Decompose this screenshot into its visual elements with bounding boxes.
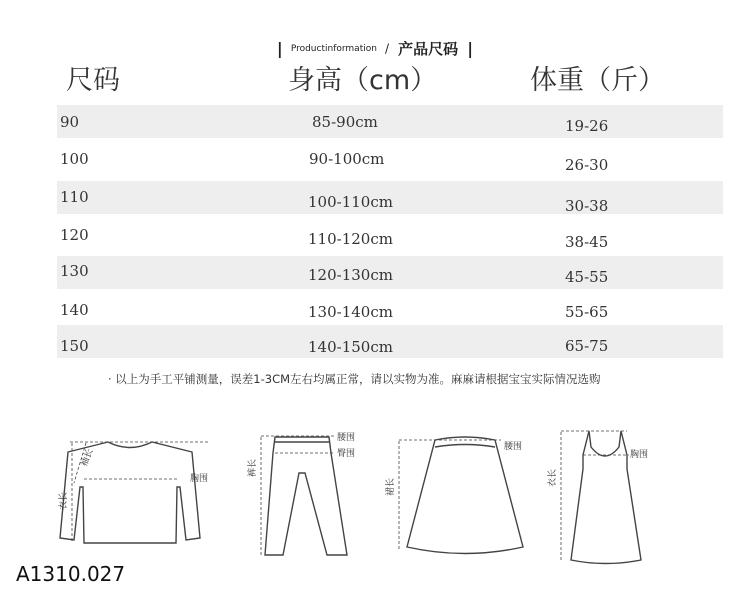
cell-size: 130 [60,262,89,280]
measurement-note: · 以上为手工平铺测量，误差1-3CM左右均属正常，请以实物为准。麻麻请根据宝宝实际情况选购 [108,372,601,386]
pants-hip-label: 臀围 [337,449,356,459]
skirt-diagram [383,432,533,557]
table-row [57,219,723,252]
cell-size: 140 [60,301,89,319]
top-diagram [50,425,230,550]
cell-weight: 45-55 [565,268,609,286]
table-row [57,143,723,176]
skirt-length-label: 裙长 [386,477,396,496]
cell-weight: 26-30 [565,156,609,174]
column-header-height: 身高（cm） [288,65,438,96]
cell-weight: 65-75 [565,337,609,355]
header-slash: / [385,41,390,56]
shirt-outline-icon [60,442,200,543]
table-row [57,293,723,326]
top-sleeve-label: 袖长 [79,447,96,469]
pants-diagram [243,425,363,560]
cell-weight: 38-45 [565,233,609,251]
top-length-label: 衣长 [59,491,69,510]
cell-size: 110 [60,188,89,206]
cell-height: 100-110cm [308,193,393,211]
dress-chest-label: 胸围 [630,450,649,460]
dress-length-label: 衣长 [548,468,558,487]
header-bar-right: | [467,39,474,58]
header-english: Productinformation [290,43,377,54]
header-bar-left: | [276,39,283,58]
table-row [57,256,723,289]
cell-height: 140-150cm [308,338,393,356]
header-chinese: 产品尺码 [398,40,459,58]
cell-weight: 19-26 [565,117,609,135]
cell-weight: 55-65 [565,303,609,321]
table-row [57,105,723,138]
cell-height: 130-140cm [308,303,393,321]
cell-height: 90-100cm [309,150,385,168]
cell-height: 120-130cm [308,266,393,284]
product-code: A1310.027 [16,562,126,586]
cell-height: 110-120cm [308,230,393,248]
dress-diagram [543,425,663,565]
cell-height: 85-90cm [312,113,378,131]
cell-size: 150 [60,337,89,355]
cell-size: 120 [60,226,89,244]
product-info-header [0,38,750,59]
pants-outline-icon [265,437,347,555]
skirt-outline-icon [407,437,523,554]
cell-size: 100 [60,150,89,168]
cell-size: 90 [60,113,80,131]
table-row [57,325,723,358]
column-header-weight: 体重（斤） [530,65,665,96]
table-row [57,181,723,214]
skirt-waist-label: 腰围 [504,442,523,452]
pants-waist-label: 腰围 [337,433,356,443]
cell-weight: 30-38 [565,197,609,215]
top-chest-label: 胸围 [190,474,209,484]
column-header-size: 尺码 [66,65,120,96]
pants-length-label: 裤长 [248,458,258,477]
